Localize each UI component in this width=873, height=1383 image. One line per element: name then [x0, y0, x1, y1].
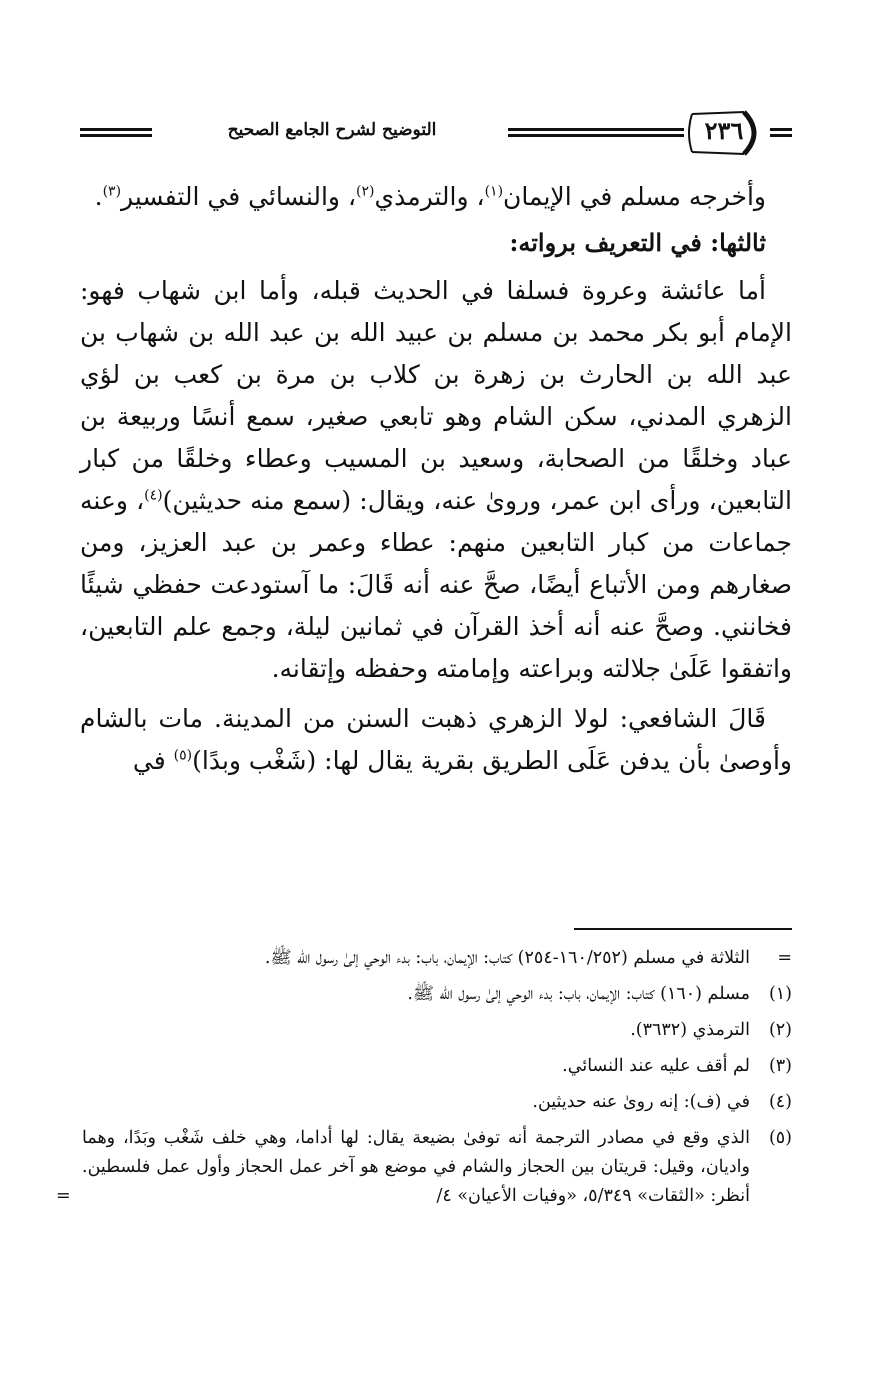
footnote-2 — [56, 1016, 792, 1045]
text-run: في — [132, 746, 174, 775]
footnote-marker: (٥) — [768, 1128, 792, 1148]
section-heading: ثالثها: في التعريف برواته: — [509, 228, 766, 257]
running-title: التوضيح لشرح الجامع الصحيح — [227, 120, 437, 140]
footnote-text: الترمذي (٣٦٣٢). — [630, 1020, 750, 1040]
text-run: أما عائشة وعروة فسلفا في الحديث قبله، وأما ابن شهاب فهو: الإمام أبو بكر محمد بن مسلم بن عبيد الله بن عبد الله بن شهاب بن عبد الله بن الحارث بن زهرة بن كلاب بن مرة بن كعب بن لؤي الزهري المدني، سكن الشام وهو تابعي صغير، سمع أنسًا وربيعة بن عباد وخلقًا من الصحابة، وسعيد بن المسيب وعطاء وخلقًا من كبار التابعين، ورأى ابن عمر، وروىٰ عنه، ويقال: (سمع منه حديثين) — [80, 276, 792, 515]
footnote-ref-4[interactable]: (٤) — [144, 487, 163, 504]
footnote-ref-2[interactable]: (٢) — [356, 183, 375, 200]
page-number: ٢٣٦ — [704, 116, 744, 145]
footnotes — [56, 944, 792, 1218]
footnote-marker: (٢) — [768, 1020, 792, 1040]
running-header — [80, 108, 792, 168]
footnote-5 — [56, 1124, 792, 1211]
footnote-ref-1[interactable]: (١) — [484, 183, 504, 200]
paragraph-shafii — [80, 698, 792, 782]
continuation-marker: = — [56, 1186, 71, 1206]
footnote-text: في (ف): إنه روىٰ عنه حديثين. — [532, 1092, 750, 1112]
header-rule-right — [770, 128, 792, 138]
footnote-marker: (١) — [768, 984, 792, 1004]
footnote-4 — [56, 1088, 792, 1117]
footnote-1 — [56, 980, 792, 1009]
footnote-ref-3[interactable]: (٣) — [102, 183, 122, 200]
footnote-text: الثلاثة في مسلم (١٦٠/٢٥٢-٢٥٤) كتاب: الإيمان، باب: بدء الوحي إلىٰ رسول الله ﷺ. — [264, 948, 750, 968]
header-rule-left — [80, 128, 152, 138]
footnote-marker: (٣) — [768, 1056, 792, 1076]
text-run: وأخرجه مسلم في الإيمان — [503, 182, 766, 211]
footnote-text: لم أقف عليه عند النسائي. — [562, 1056, 750, 1076]
paragraph-narrators — [80, 270, 792, 690]
footnote-separator — [574, 928, 792, 930]
text-run: ، والترمذي — [374, 182, 485, 211]
main-text — [80, 176, 792, 782]
header-rule-middle — [508, 128, 684, 138]
paragraph-takhrij — [80, 176, 792, 218]
footnote-continued — [56, 944, 792, 973]
text-run: ، وعنه جماعات من كبار التابعين منهم: عطاء وعمر بن عبد العزيز، ومن صغارهم ومن الأتباع أيضًا، صحَّ عنه أنه قَالَ: ما آستودعت حفظي شيئًا فخانني. وصحَّ عنه أنه أخذ القرآن في ثمانين ليلة، وجمع علم التابعين، واتفقوا عَلَىٰ جلالته وبراعته وإمامته وحفظه وإتقانه. — [80, 486, 792, 683]
text-run: . — [94, 182, 103, 211]
footnote-marker: = — [777, 948, 792, 968]
footnote-marker: (٤) — [768, 1092, 792, 1112]
text-run: قَالَ الشافعي: لولا الزهري ذهبت السنن من المدينة. مات بالشام وأوصىٰ بأن يدفن عَلَى الطريق بقرية يقال لها: (شَغْب وبدًا) — [80, 704, 792, 775]
text-run: ، والنسائي في التفسير — [121, 182, 357, 211]
footnote-3 — [56, 1052, 792, 1081]
footnote-ref-5[interactable]: (٥) — [173, 747, 193, 764]
footnote-text: الذي وقع في مصادر الترجمة أنه توفىٰ بضيعة يقال: لها أداما، وهي خلف شَغْب وبَدًا، وهما واديان، وقيل: قريتان بين الحجاز والشام في موضع هو آخر عمل الحجاز وأول عمل فلسطين. أنظر: «الثقات» ٥/٣٤٩، «وفيات الأعيان» ٤/ — [82, 1128, 750, 1206]
footnote-text: مسلم (١٦٠) كتاب: الإيمان، باب: بدء الوحي إلىٰ رسول الله ﷺ. — [407, 984, 750, 1004]
